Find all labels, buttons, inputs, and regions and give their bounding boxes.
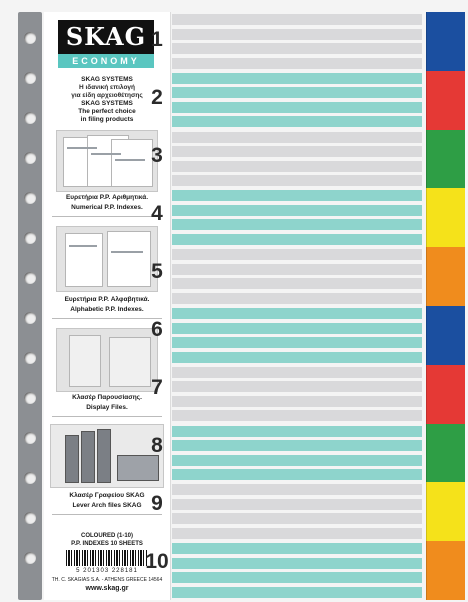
tagline-text: in filing products (80, 116, 134, 123)
punch-hole (24, 392, 36, 404)
index-line-stripe (172, 87, 422, 98)
color-tab[interactable] (426, 12, 465, 71)
punch-hole (24, 32, 36, 44)
product-label-en: Alphabetic P.P. Indexes. (70, 306, 144, 313)
punch-hole (24, 312, 36, 324)
website: www.skag.gr (85, 585, 129, 592)
index-line-stripe (172, 146, 422, 157)
index-line-stripe (172, 367, 422, 378)
color-tab[interactable] (426, 188, 465, 247)
barcode-number: 5 201303 228181 (76, 568, 138, 574)
index-line-stripe (172, 469, 422, 480)
index-line-stripe (172, 308, 422, 319)
index-line-stripe (172, 455, 422, 466)
product-label-en: Lever Arch files SKAG (72, 502, 142, 509)
divider-number: 7 (151, 376, 163, 399)
divider-number: 10 (145, 550, 169, 573)
punch-hole (24, 352, 36, 364)
divider-number: 6 (151, 318, 163, 341)
index-line-stripe (172, 102, 422, 113)
index-line-stripe (172, 29, 422, 40)
punch-hole (24, 192, 36, 204)
index-line-stripe (172, 161, 422, 172)
tagline-text: Η ιδανική επιλογή (78, 84, 136, 91)
index-line-stripe (172, 116, 422, 127)
divider-number: 4 (151, 202, 163, 225)
color-tab[interactable] (426, 247, 465, 306)
index-line-stripe (172, 293, 422, 304)
tagline-text: The perfect choice (78, 108, 136, 115)
binding-strip (18, 12, 42, 600)
color-tab[interactable] (426, 424, 465, 483)
punch-hole (24, 152, 36, 164)
index-line-stripe (172, 513, 422, 524)
index-line (115, 159, 145, 161)
tagline-text: για είδη αρχειοθέτησης (71, 92, 143, 99)
index-line-stripe (172, 58, 422, 69)
logo-text: SKAG (58, 20, 154, 54)
index-line-stripe (172, 410, 422, 421)
divider-number: 3 (151, 144, 163, 167)
index-line-stripe (172, 219, 422, 230)
product-label-gr: Ευρετήρια P.P. Αριθμητικά. (65, 194, 149, 201)
tagline-title: SKAG SYSTEMS (81, 100, 133, 107)
index-line-stripe (172, 426, 422, 437)
index-line-stripe (172, 132, 422, 143)
punch-hole (24, 512, 36, 524)
index-line-stripe (172, 587, 422, 598)
index-line (67, 147, 97, 149)
color-tab[interactable] (426, 306, 465, 365)
index-line-stripe (172, 484, 422, 495)
punch-hole (24, 472, 36, 484)
product-label-gr: Κλασέρ Γραφείου SKAG (69, 492, 145, 499)
index-line-stripe (172, 234, 422, 245)
color-tab[interactable] (426, 482, 465, 541)
index-line-stripe (172, 396, 422, 407)
index-sheet (65, 233, 103, 287)
lever-arch-file (117, 455, 159, 481)
display-file (69, 335, 101, 387)
lever-arch-file (81, 431, 95, 483)
index-line-stripe (172, 558, 422, 569)
punch-hole (24, 432, 36, 444)
logo-subtitle: ECONOMY (58, 54, 154, 68)
company-address: TH. C. SKAGIAS S.A. - ATHENS GREECE 14564 (51, 577, 163, 583)
divider-number: 1 (151, 28, 163, 51)
divider-number: 9 (151, 492, 163, 515)
divider-stripes (172, 12, 422, 600)
barcode (66, 550, 148, 566)
index-line-stripe (172, 278, 422, 289)
color-tab[interactable] (426, 130, 465, 189)
product-label-gr: Ευρετήρια P.P. Αλφαβητικά. (64, 296, 150, 303)
color-tab[interactable] (426, 365, 465, 424)
index-line-stripe (172, 323, 422, 334)
punch-hole (24, 552, 36, 564)
product-label-en: Display Files. (86, 404, 128, 411)
product-label-gr: Κλασέρ Παρουσίασης. (72, 394, 142, 401)
divider (52, 416, 162, 417)
divider-number: 2 (151, 86, 163, 109)
punch-hole (24, 72, 36, 84)
index-line-stripe (172, 175, 422, 186)
index-line-stripe (172, 528, 422, 539)
divider-number: 8 (151, 434, 163, 457)
pack-description: COLOURED (1-10) (80, 533, 133, 539)
index-line-stripe (172, 264, 422, 275)
index-line-stripe (172, 499, 422, 510)
index-line-stripe (172, 572, 422, 583)
punch-hole (24, 272, 36, 284)
punch-hole (24, 232, 36, 244)
index-line-stripe (172, 352, 422, 363)
pack-description: P.P. INDEXES 10 SHEETS (71, 541, 143, 547)
index-line-stripe (172, 73, 422, 84)
index-line-stripe (172, 14, 422, 25)
divider-number: 5 (151, 260, 163, 283)
index-line-stripe (172, 543, 422, 554)
index-line-stripe (172, 205, 422, 216)
punch-hole (24, 112, 36, 124)
index-line-stripe (172, 249, 422, 260)
color-tab[interactable] (426, 541, 465, 600)
index-line (91, 153, 121, 155)
index-line-stripe (172, 440, 422, 451)
index-line-stripe (172, 337, 422, 348)
index-line-stripe (172, 381, 422, 392)
tagline-title: SKAG SYSTEMS (81, 76, 133, 83)
color-tab[interactable] (426, 71, 465, 130)
product-label-en: Numerical P.P. Indexes. (71, 204, 143, 211)
index-line (69, 245, 97, 247)
index-line-stripe (172, 43, 422, 54)
lever-arch-file (65, 435, 79, 483)
lever-arch-file (97, 429, 111, 483)
index-line-stripe (172, 190, 422, 201)
index-line (111, 251, 143, 253)
brand-logo (58, 20, 154, 68)
